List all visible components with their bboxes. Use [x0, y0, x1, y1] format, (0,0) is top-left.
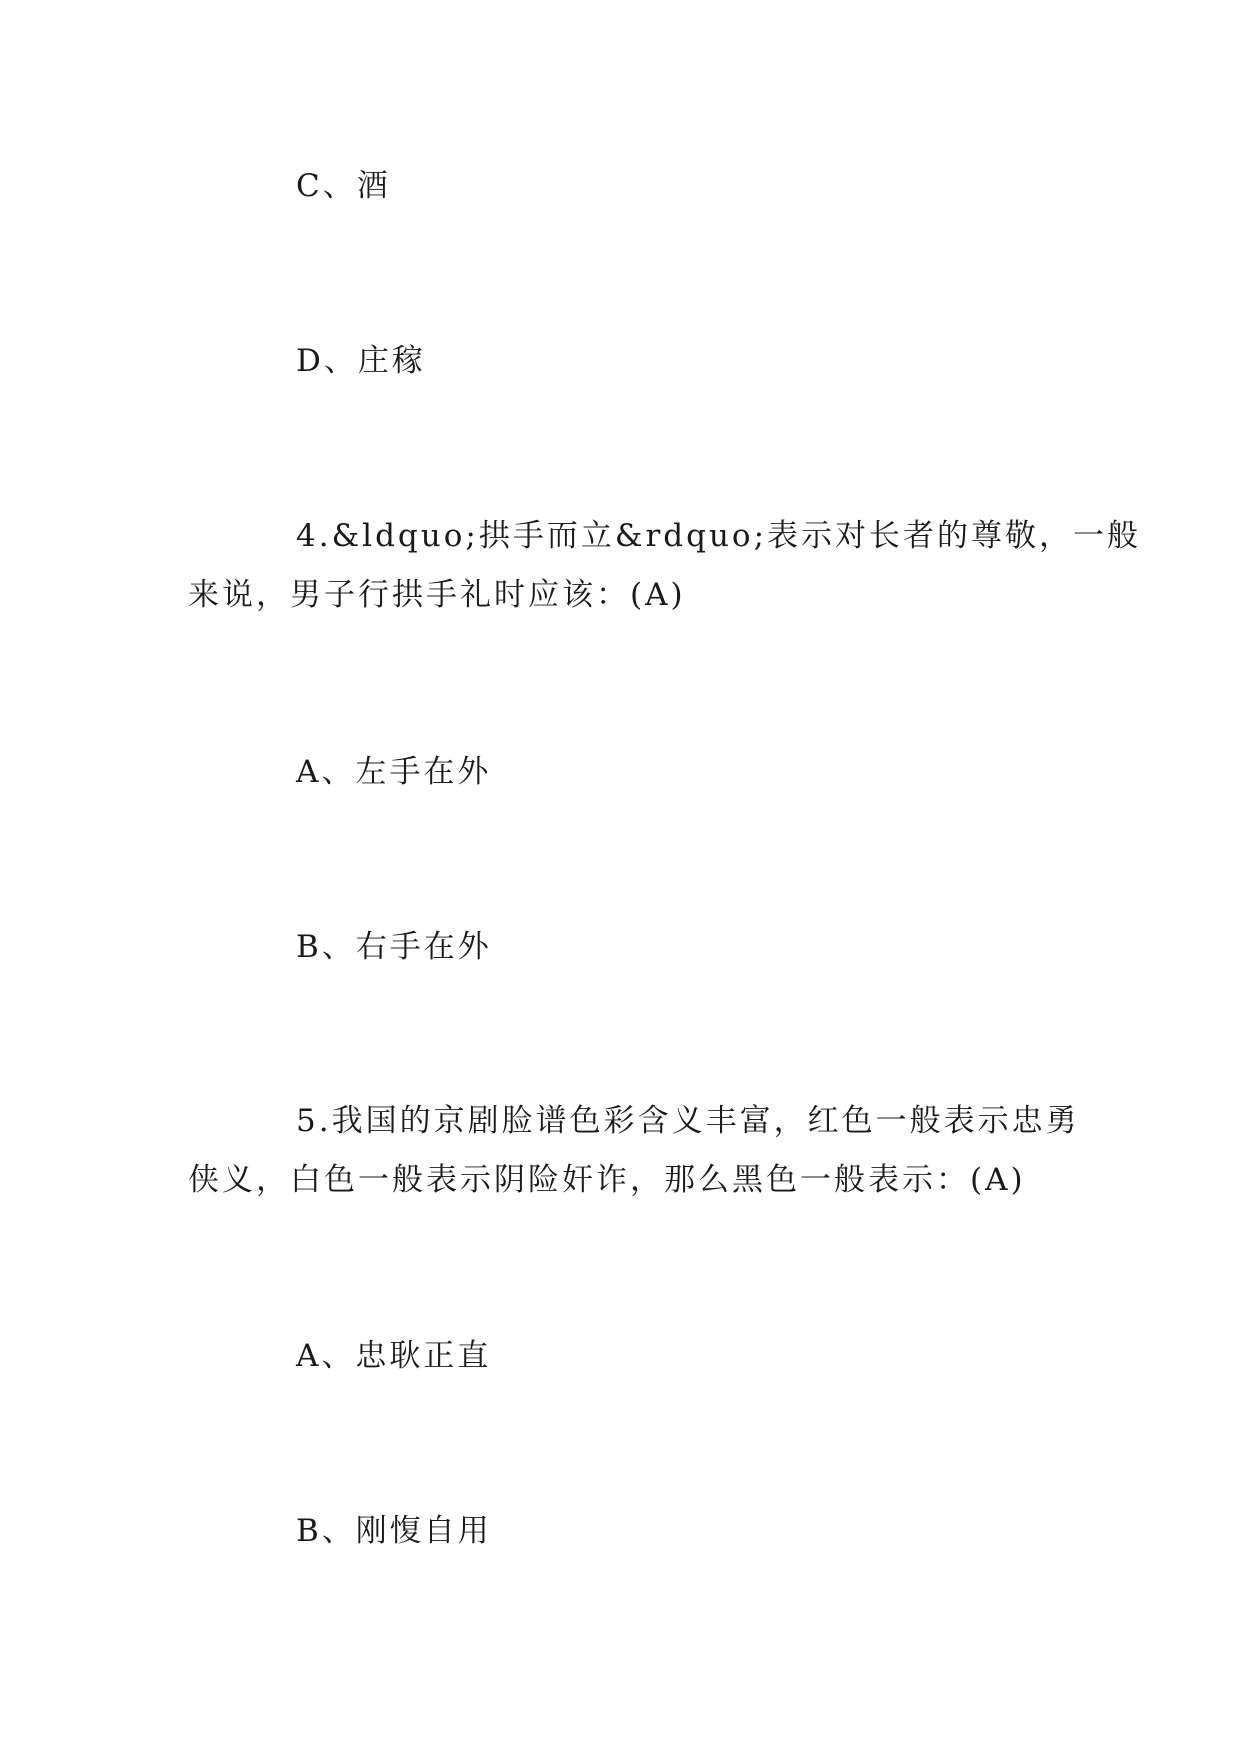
question-5-text-line-2: 侠义，白色一般表示阴险奸诈，那么黑色一般表示：(A): [188, 1162, 1026, 1198]
question-4-text-line-1: 4.&ldquo;拱手而立&rdquo;表示对长者的尊敬，一般: [296, 518, 1142, 554]
question-5-option-b: B、刚愎自用: [296, 1513, 492, 1549]
question-5-text-line-1: 5.我国的京剧脸谱色彩含义丰富，红色一般表示忠勇: [296, 1103, 1080, 1139]
question-4-text-line-2: 来说，男子行拱手礼时应该：(A): [188, 577, 686, 613]
question-4-option-a: A、左手在外: [296, 754, 492, 790]
question-4-option-b: B、右手在外: [296, 929, 492, 965]
question-3-option-d: D、庄稼: [296, 343, 426, 379]
question-5-option-a: A、忠耿正直: [296, 1338, 492, 1374]
question-3-option-c: C、酒: [296, 168, 391, 204]
